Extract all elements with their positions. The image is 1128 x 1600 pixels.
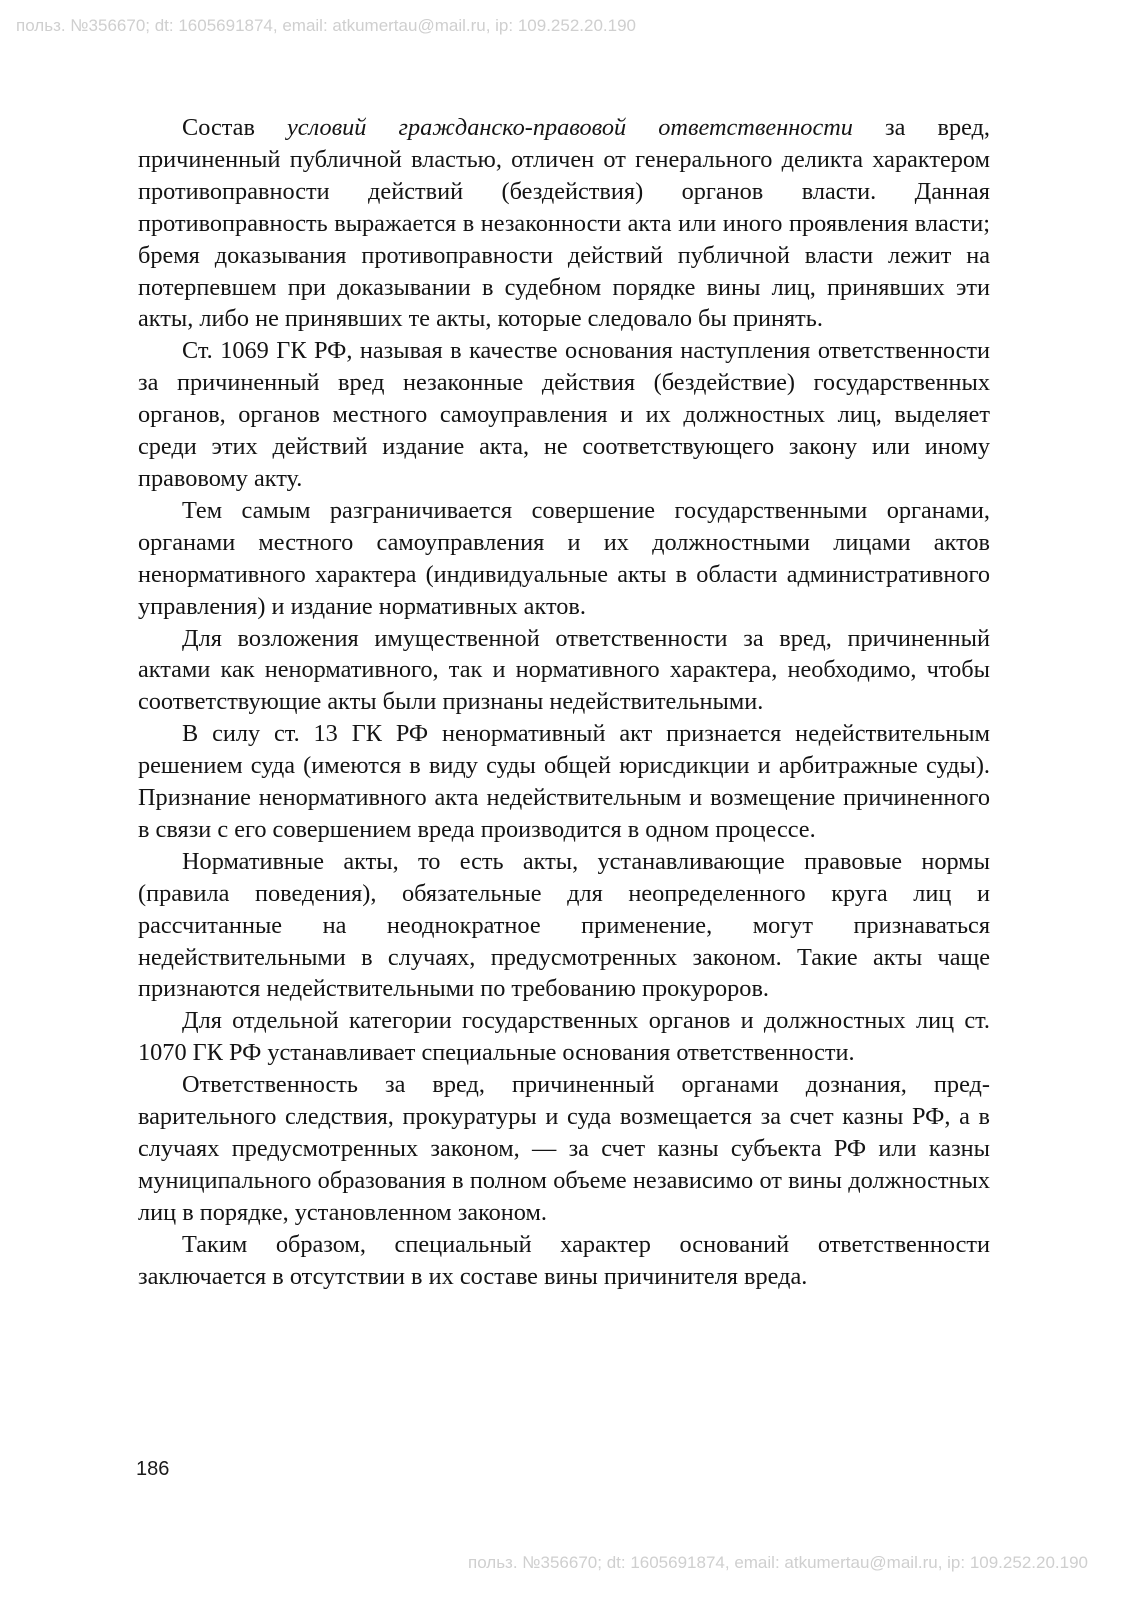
watermark-bottom: польз. №356670; dt: 1605691874, email: atkumertau@mail.ru, ip: 109.252.20.190 [467,1553,1088,1572]
paragraph: Ст. 1069 ГК РФ, называя в качестве основания наступления ответственности за причиненный вред незаконные действия (бездействие) государственных органов, органов местного самоуправления и их должностных лиц, выделяет среди этих действий издание акта, не соответствующего закону или иному правовому акту. [138,337,990,492]
emphasized-term: условий гражданско-правовой ответственности [287,114,853,141]
paragraph: Таким образом, специальный характер оснований ответственности заключается в отсутствии в их составе вины причинителя вреда. [138,1230,990,1290]
page-number: 186 [136,1458,170,1480]
paragraph: Для возложения имущественной ответственности за вред, причиненный актами как ненормативного, так и нормативного характера, необходимо, чтобы соответствующие акты были признаны недействительными. [138,624,990,716]
watermark-top: польз. №356670; dt: 1605691874, email: atkumertau@mail.ru, ip: 109.252.20.190 [16,16,637,35]
paragraph: В силу ст. 13 ГК РФ ненормативный акт признается недействительным решением суда (имеются в виду суды общей юрисдикции и арбитражные суды). Признание ненормативного акта недействительным и возмещение причиненного в связи с его совершением вреда производится в одном процессе. [138,720,990,843]
paragraph: Для отдельной категории государственных органов и должностных лиц ст. 1070 ГК РФ устанавливает специальные основания ответственности. [138,1007,990,1067]
paragraph: Нормативные акты, то есть акты, устанавливающие правовые нормы (правила поведения), обязательные для неопределенного круга лиц и рассчитанные на неоднократное применение, могут признаваться недействительными в случаях, предусмотренных законом. Такие акты чаще признаются недействительными по требованию прокуроров. [138,847,990,1003]
body-text [138,112,990,1293]
paragraph [138,112,990,335]
paragraph: Ответственность за вред, причиненный органами дознания, предварительного следствия, прокуратуры и суда возмещается за счет казны РФ, а в случаях предусмотренных законом, — за счет казны субъекта РФ или казны муниципального образования в полном объеме независимо от вины должностных лиц в порядке, установленном законом. [138,1071,990,1226]
paragraph-lead: Состав [182,114,287,141]
paragraph: Тем самым разграничивается совершение государственными органами, органами местного самоуправления и их должностными лицами актов ненормативного характера (индивидуальные акты в области административного управления) и издание нормативных актов. [138,496,990,620]
paragraph-rest: за вред, причиненный публичной властью, отличен от генерального деликта характером противоправности действий (бездействия) органов власти. Данная противоправность выражается в незаконности акта или иного проявления власти; бремя доказывания противоправности действий публичной власти лежит на потерпевшем при доказывании в судебном порядке вины лиц, принявших эти акты, либо не принявших те акты, которые следовало бы принять. [138,114,990,333]
